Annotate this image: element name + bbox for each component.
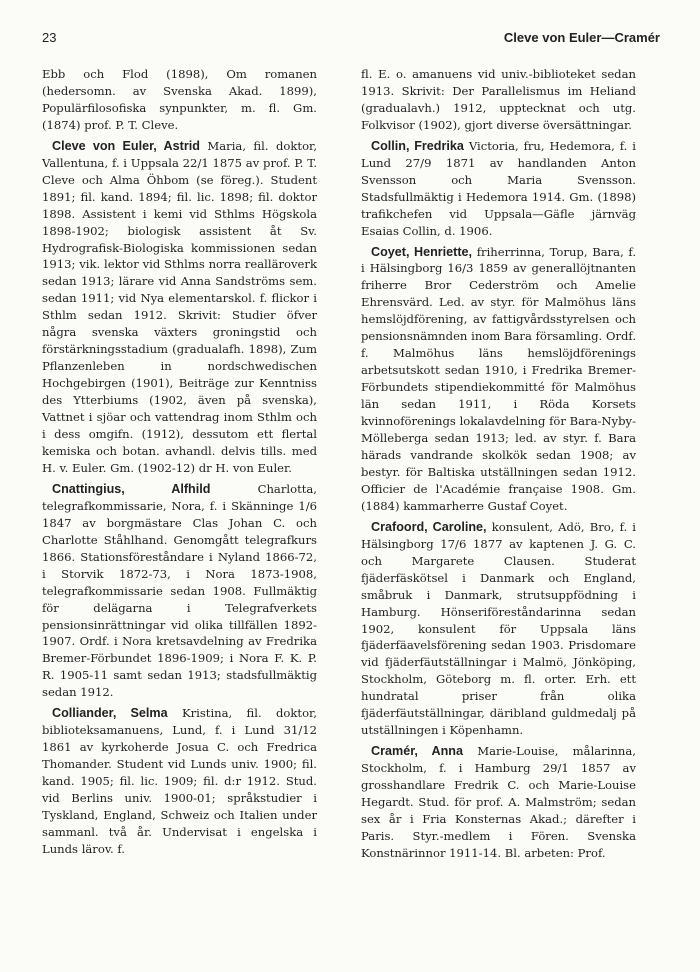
- entry-name: Cnattingius, Alfhild: [52, 481, 211, 496]
- entry-continuation: Ebb och Flod (1898), Om romanen (hedersomn. av Svenska Akad. 1899), Populärfilosofiska synpunkter, m. fl. Gm. (1874) prof. P. T. Cleve.: [42, 67, 317, 132]
- page-header: [40, 30, 660, 48]
- entry-cramer: [361, 743, 636, 862]
- entry-name: Colliander, Selma: [52, 706, 168, 721]
- right-column: [361, 66, 636, 862]
- entry-crafoord: [361, 519, 636, 739]
- left-column: [42, 66, 317, 858]
- entry-text: Marie-Louise, målarinna, Stockholm, f. i Hamburg 29/1 1857 av grosshandlare Fredrik C. och Marie-Louise Hegardt. Stud. för prof. A. Malmström; sedan sex år i Fria Konsternas Akad.; därefter i Paris. Styr.-medlem i Fören. Svenska Konstnärinnor 1911-14. Bl. arbeten: Prof.: [361, 744, 636, 860]
- entry-text: Victoria, fru, Hedemora, f. i Lund 27/9 1871 av handlanden Anton Svensson och Maria Svensson. Stadsfullmäktig i Hedemora 1914. Gm. (1898) trafikchefen vid Uppsala—Gäfle järnväg Esaias Collin, d. 1906.: [361, 138, 636, 238]
- running-title: Cleve von Euler—Cramér: [503, 30, 660, 45]
- entry-name: Collin, Fredrika: [371, 138, 464, 153]
- entry-name: Crafoord, Caroline,: [371, 519, 487, 534]
- entry-cleve-von-euler: [42, 138, 317, 477]
- entry-text: friherrinna, Torup, Bara, f. i Hälsingborg 16/3 1859 av generallöjtnanten friherre Bror Cederström och Amelie Ehrensvärd. Led. av styr. för Malmöhus läns hemslöjdförening, av fattigvårdsstyrelsen och pensionsnämnden inom Bara församling. Ordf. f. Malmöhus läns hemslöjdförenings arbetsutskott sedan 1910, i Fredrika Bremer-Förbundets stipendiekommitté för Malmöhus län sedan 1911, i Röda Korsets kvinnoförenings lokalavdelning för Bara-Nyby-Mölleberga sedan 1913; led. av styr. f. Bara härads vandrande skolkök sedan 1908; av bestyr. för Baltiska utställningen sedan 1912. Officier de l'Académie française 1908. Gm. (1884) kammarherre Gustaf Coyet.: [361, 244, 636, 513]
- page-number: 23: [42, 30, 57, 45]
- entry-colliander: [42, 705, 317, 858]
- entry-collin: [361, 138, 636, 240]
- entry-text: konsulent, Adö, Bro, f. i Hälsingborg 17/6 1877 av kaptenen J. G. C. och Margarete Clausen. Studerat fjäderfäskötsel i Danmark och England, småbruk i Danmark, strutsuppfödning i Hamburg. Hönseriföreståndarinna sedan 1902, konsulent för Uppsala läns fjäderfäavelsförening sedan 1903. Prisdomare vid fjäderfäutställningar i Malmö, Jönköping, Stockholm, Göteborg m. fl. orter. Erh. ett hundratal priser från olika fjäderfäutställningar, däribland guldmedalj på utställningen i Köpenhamn.: [361, 519, 637, 738]
- entry-continuation: fl. E. o. amanuens vid univ.-biblioteket sedan 1913. Skrivit: Der Parallelismus im Heliand (gradualavh.) 1912, upptecknat och utg. Folkvisor (1902), gjort diverse översättningar.: [361, 67, 636, 132]
- entry-name: Coyet, Henriette,: [371, 244, 473, 259]
- entry-coyet: [361, 244, 636, 515]
- entry-text: Charlotta, telegrafkommissarie, Nora, f. i Skänninge 1/6 1847 av borgmästare Clas Johan C. och Charlotte Ståhlhand. Genomgått telegrafkurs 1866. Stationsföreståndare i Nyland 1866-72, i Storvik 1872-73, i Nora 1873-1908, telegrafkommissarie sedan 1908. Fullmäktig för delägarna i Telegrafverkets pensionsinrättningar vid olika tillfällen 1892-1907. Ordf. i Nora kretsavdelning av Fredrika Bremer-Förbundet 1896-1909; i Nora F. K. P. R. 1905-11 samt sedan 1913; stadsfullmäktig sedan 1912.: [42, 481, 317, 700]
- entry-name: Cleve von Euler, Astrid: [52, 138, 200, 153]
- entry-name: Cramér, Anna: [371, 744, 463, 759]
- entry-cnattingius: [42, 481, 317, 701]
- entry-text: Maria, fil. doktor, Vallentuna, f. i Uppsala 22/1 1875 av prof. P. T. Cleve och Alma Öhbom (se föreg.). Student 1891; fil. kand. 1894; fil. lic. 1898; fil. doktor 1898. Assistent i kemi vid Sthlms Högskola 1898-1902; biologisk assistent åt Sv. Hydrografisk-Biologiska kommissionen sedan 1913; vik. lektor vid Sthlms norra realläroverk sedan 1913; lärare vid Anna Sandströms sem. sedan 1911; vid Nya elementarskol. f. flickor i Sthlm sedan 1912. Skrivit: Studier öfver några svenska växters groningstid och förstärkningsstadium (gradualafh. 1898), Zum Pflanzenleben in nordschwedischen Hochgebirgen (1901), Beiträge zur Kenntniss des Ytterbiums (1902, även på svenska), Vattnet i sjöar och vattendrag inom Sthlm och i dess omgifn. (1912), dessutom ett flertal kemiska och botan. avhandl. delvis tills. med H. v. Euler. Gm. (1902-12) dr H. von Euler.: [42, 138, 318, 475]
- entry-text: Kristina, fil. doktor, biblioteksamanuens, Lund, f. i Lund 31/12 1861 av kyrkoherde Josua C. och Fredrica Thomander. Student vid Lunds univ. 1900; fil. kand. 1905; fil. lic. 1909; fil. d:r 1912. Stud. vid Berlins univ. 1900-01; språkstudier i Tyskland, England, Schweiz och Italien under sammanl. två år. Undervisat i engelska i Lunds lärov. f.: [42, 706, 317, 856]
